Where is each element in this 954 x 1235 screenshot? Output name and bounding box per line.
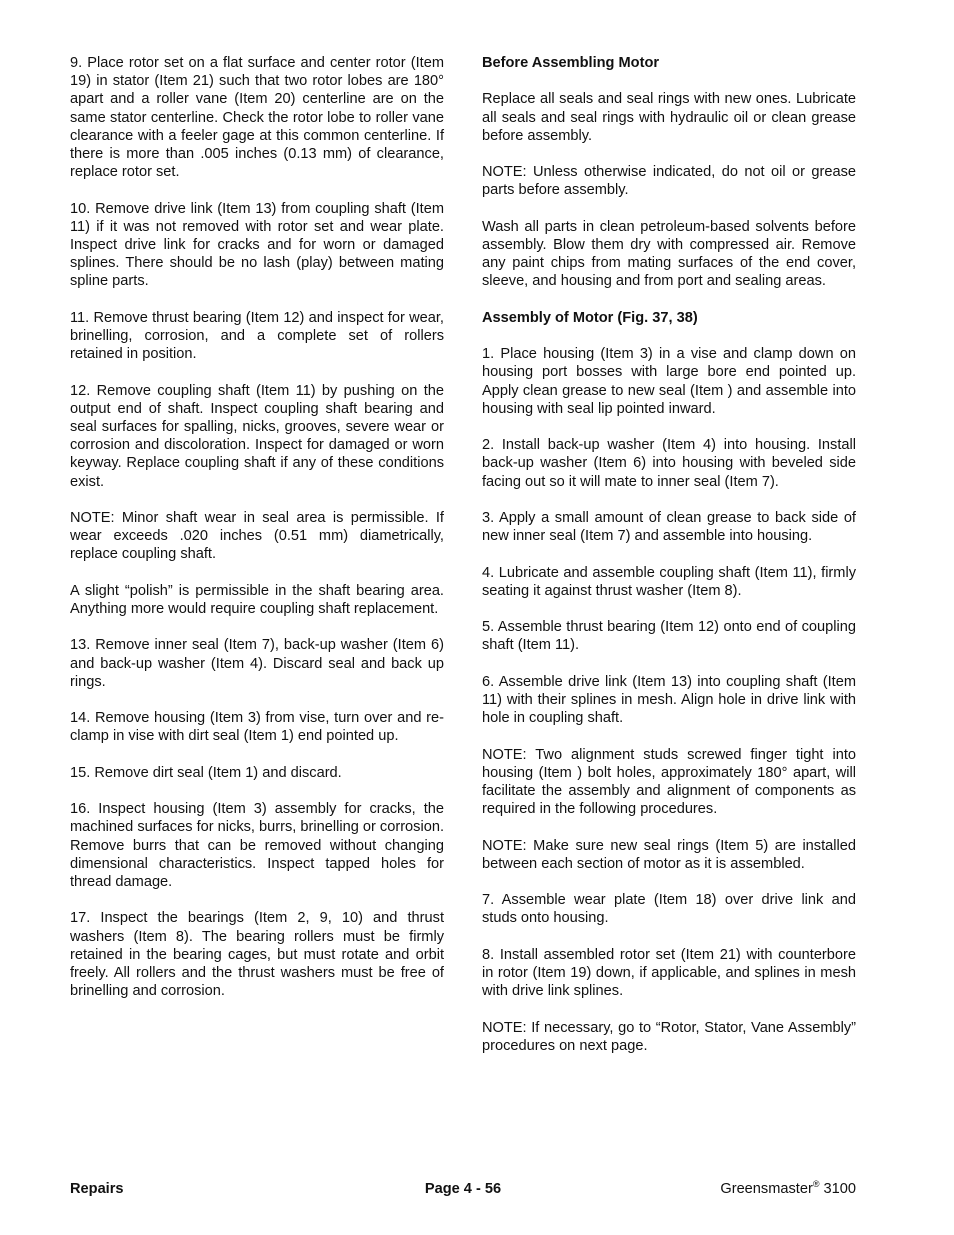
assembly-step-6: 6. Assemble drive link (Item 13) into coupling shaft (Item 11) with their splines in mesh. Align hole in drive link with hole in coupling shaft.: [482, 673, 856, 727]
left-column: [70, 54, 444, 1019]
footer-model: 3100: [823, 1181, 856, 1197]
before-assembling-heading: Before Assembling Motor: [482, 55, 660, 71]
assembly-heading: Assembly of Motor (Fig. 37, 38): [482, 309, 698, 326]
polish-paragraph: A slight “polish” is permissible in the shaft bearing area. Anything more would require coupling shaft replacement.: [70, 582, 444, 618]
footer-product-name: Greensmaster: [720, 1181, 813, 1197]
assembly-step-5: 5. Assemble thrust bearing (Item 12) onto end of coupling shaft (Item 11).: [482, 619, 856, 654]
assembly-step-1: 1. Place housing (Item 3) in a vise and clamp down on housing port bosses with large bore end pointed up. Apply clean grease to new seal (Item ) and assemble into housing with seal lip pointed inward.: [482, 346, 856, 417]
note-no-oil: NOTE: Unless otherwise indicated, do not oil or grease parts before assembly.: [482, 164, 856, 199]
footer-product: [720, 1178, 856, 1200]
footer-page-number: Page 4 - 56: [424, 1181, 502, 1197]
assembly-step-3: 3. Apply a small amount of clean grease to back side of new inner seal (Item 7) and assemble into housing.: [482, 509, 856, 545]
replace-seals-paragraph: Replace all seals and seal rings with new ones. Lubricate all seals and seal rings with hydraulic oil or clean grease before assembly.: [482, 91, 856, 144]
assembly-step-4: 4. Lubricate and assemble coupling shaft (Item 11), firmly seating it against thrust washer (Item 8).: [482, 564, 856, 599]
step-16-paragraph: 16. Inspect housing (Item 3) assembly for cracks, the machined surfaces for nicks, burrs, brinelling or corrosion. Remove burrs that can be removed without changing dimensional characteristics. Inspect tapped holes for thread damage.: [70, 801, 444, 890]
assembly-step-2: 2. Install back-up washer (Item 4) into housing. Install back-up washer (Item 6) into housing with beveled side facing out so it will mate to inner seal (Item 7).: [482, 437, 856, 490]
page-footer: [70, 1178, 856, 1200]
note-next-page: NOTE: If necessary, go to “Rotor, Stator, Vane Assembly” procedures on next page.: [482, 1019, 856, 1054]
wash-parts-paragraph: Wash all parts in clean petroleum-based solvents before assembly. Blow them dry with compressed air. Remove any paint chips from mating surfaces of the end cover, sleeve, and housing and from port and sealing areas.: [482, 218, 856, 290]
step-12-paragraph: 12. Remove coupling shaft (Item 11) by pushing on the output end of shaft. Inspect coupling shaft bearing and seal surfaces for spalling, nicks, grooves, severe wear or corrosion and discoloration. Inspect for damaged or worn keyway. Replace coupling shaft if any of these conditions exist.: [70, 382, 444, 490]
assembly-step-7: 7. Assemble wear plate (Item 18) over drive link and studs onto housing.: [482, 892, 856, 927]
note-seal-rings: NOTE: Make sure new seal rings (Item 5) are installed between each section of motor as it is assembled.: [482, 837, 856, 872]
step-11-paragraph: 11. Remove thrust bearing (Item 12) and inspect for wear, brinelling, corrosion, and a complete set of rollers retained in position.: [70, 309, 444, 363]
step-10-paragraph: 10. Remove drive link (Item 13) from coupling shaft (Item 11) if it was not removed with rotor set and wear plate. Inspect drive link for cracks and for worn or damaged splines. There should be no lash (play) between mating spline parts.: [70, 200, 444, 290]
note-shaft-wear: NOTE: Minor shaft wear in seal area is permissible. If wear exceeds .020 inches (0.51 mm) diametrically, replace coupling shaft.: [70, 510, 444, 563]
assembly-step-8: 8. Install assembled rotor set (Item 21) with counterbore in rotor (Item 19) down, if applicable, and splines in mesh with drive link splines.: [482, 946, 856, 1000]
step-15-paragraph: 15. Remove dirt seal (Item 1) and discard.: [70, 764, 342, 781]
footer-section: Repairs: [70, 1181, 124, 1197]
step-13-paragraph: 13. Remove inner seal (Item 7), back-up washer (Item 6) and back-up washer (Item 4). Discard seal and back up rings.: [70, 637, 444, 690]
step-17-paragraph: 17. Inspect the bearings (Item 2, 9, 10) and thrust washers (Item 8). The bearing rollers must be firmly retained in the bearing cages, but must rotate and orbit freely. All rollers and the thrust washers must be free of brinelling and corrosion.: [70, 910, 444, 1000]
note-alignment-studs: NOTE: Two alignment studs screwed finger tight into housing (Item ) bolt holes, approximately 180° apart, will facilitate the assembly and alignment of components as required in the following procedures.: [482, 746, 856, 818]
registered-trademark: ®: [812, 1179, 820, 1189]
right-column: [482, 54, 856, 1073]
step-14-paragraph: 14. Remove housing (Item 3) from vise, turn over and re-clamp in vise with dirt seal (Item 1) end pointed up.: [70, 710, 444, 745]
step-9-paragraph: 9. Place rotor set on a flat surface and center rotor (Item 19) in stator (Item 21) such that two rotor lobes are 180° apart and a roller vane (Item 20) centerline are on the same stator centerline. Check the rotor lobe to roller vane clearance with a feeler gage at this common centerline. If there is more than .005 inches (0.13 mm) of clearance, replace rotor set.: [70, 55, 444, 181]
